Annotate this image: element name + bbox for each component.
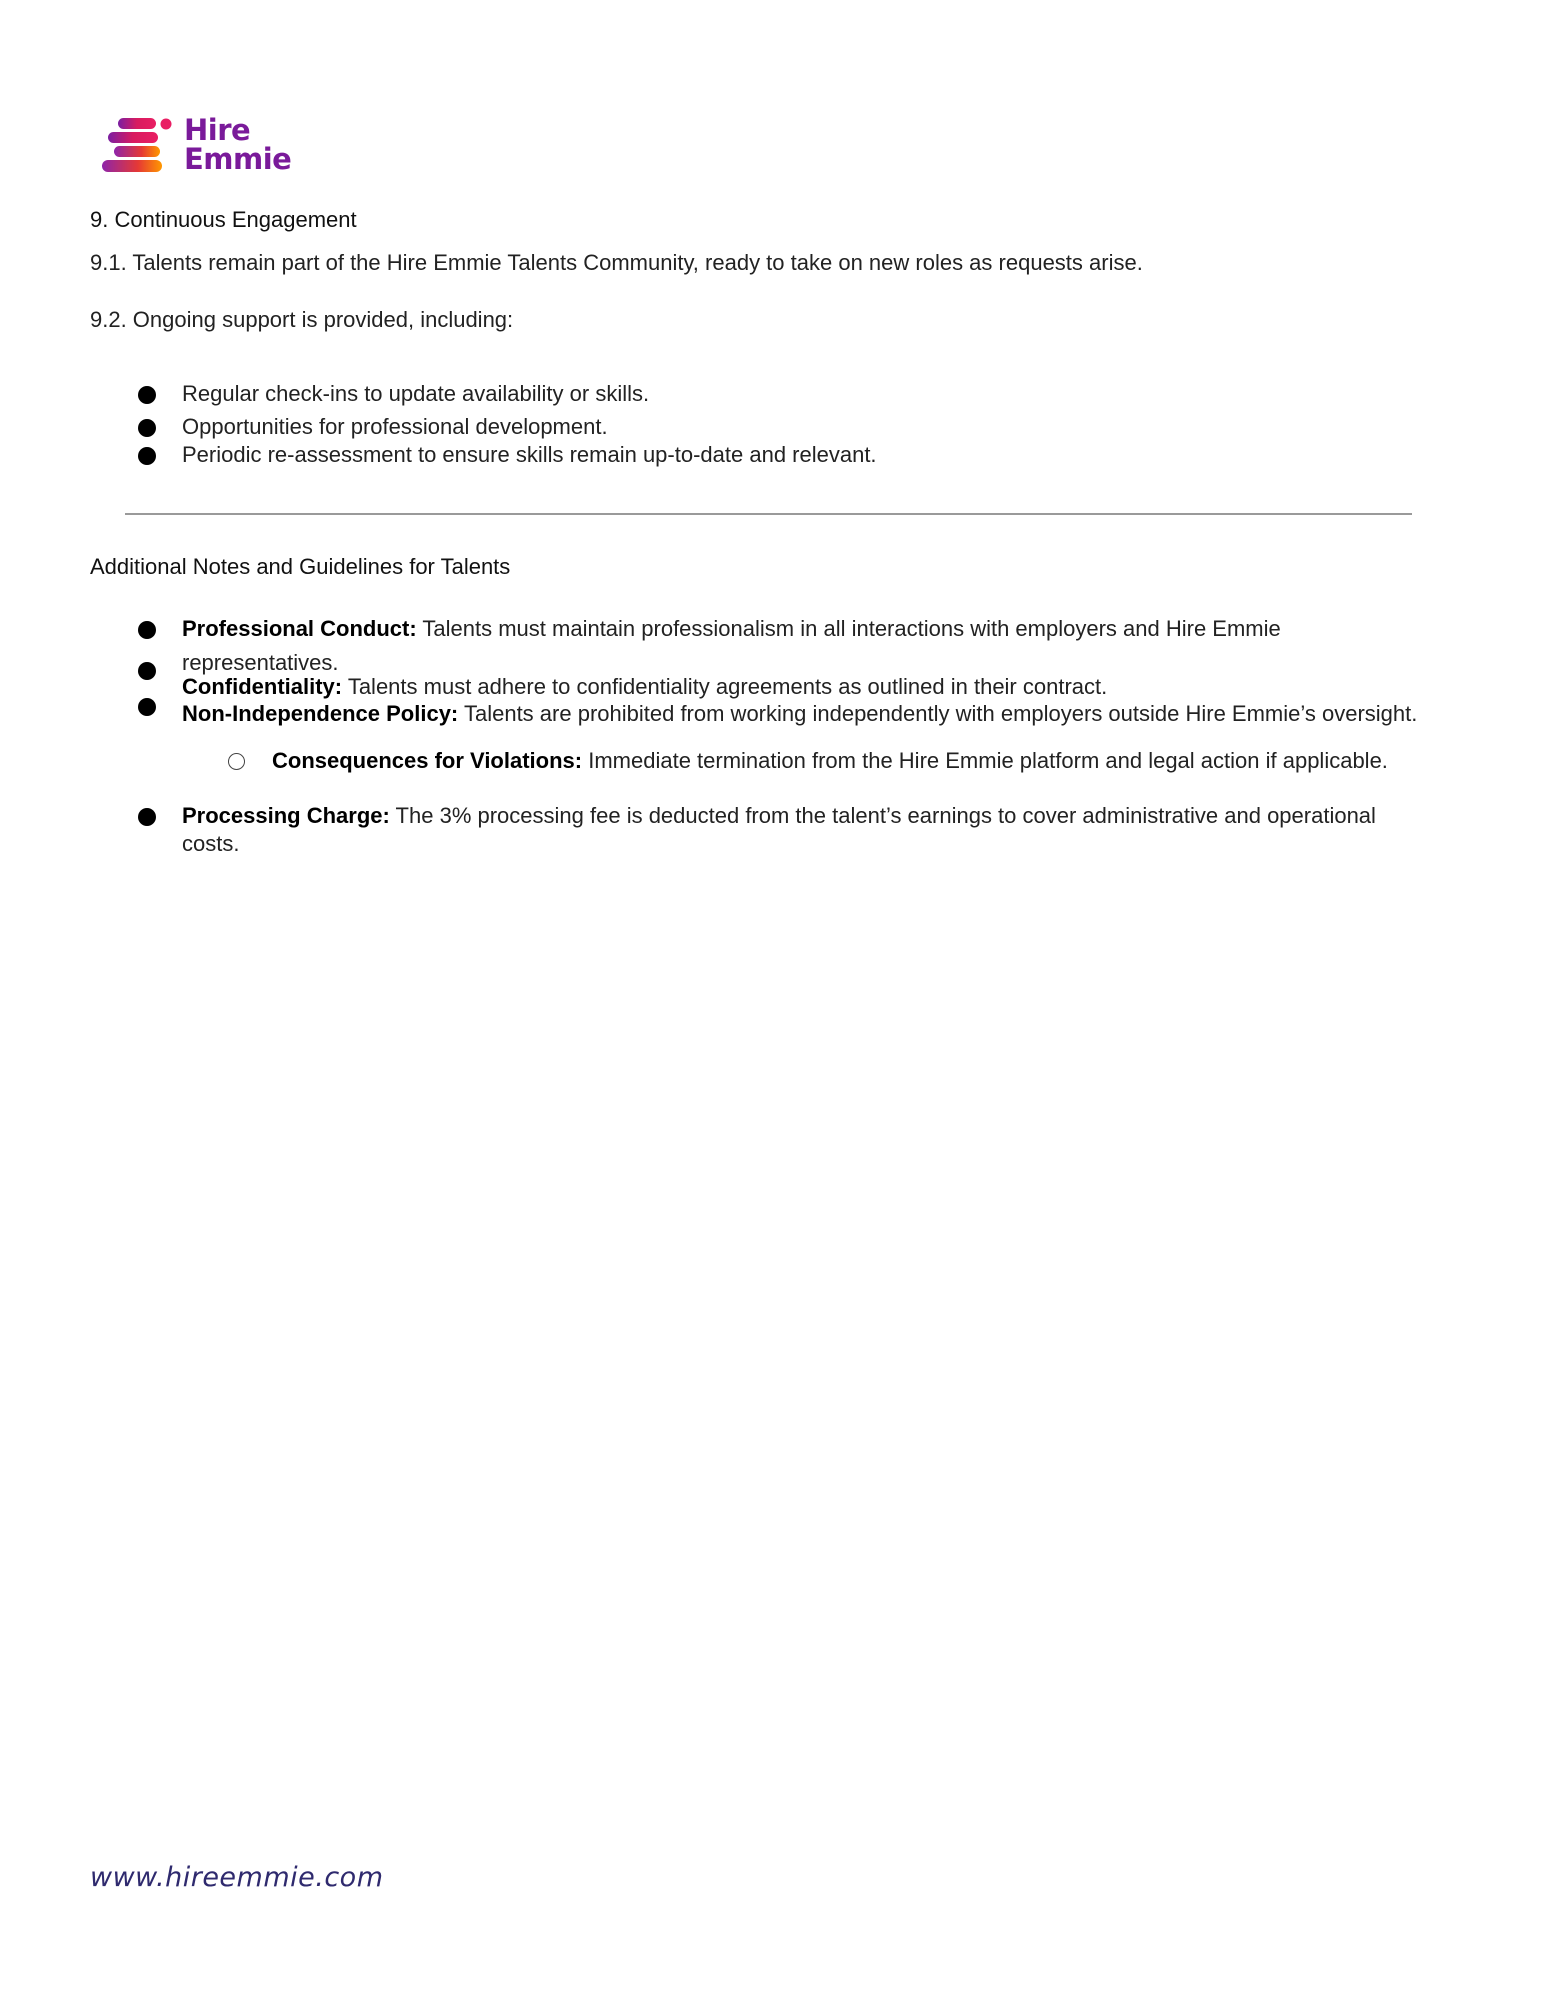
footer-website-link[interactable]: www.hireemmie.com <box>90 1862 384 1893</box>
term-description: Talents are prohibited from working independently with employers outside Hire Emmie’s oversight. <box>458 701 1418 726</box>
section-title-additional-notes: Additional Notes and Guidelines for Talents <box>90 554 511 579</box>
term-description: Talents must adhere to confidentiality agreements as outlined in their contract. <box>342 674 1108 699</box>
list-item <box>90 380 1420 408</box>
processing-list <box>90 802 1420 858</box>
list-item <box>90 674 1420 700</box>
list-item <box>90 612 1420 680</box>
list-item-text: Periodic re-assessment to ensure skills remain up-to-date and relevant. <box>182 442 877 467</box>
brand-wordmark <box>184 113 292 176</box>
bullet-icon <box>138 808 156 826</box>
section-title-continuous-engagement: 9. Continuous Engagement <box>90 207 357 232</box>
bullet-icon <box>138 698 156 716</box>
list-item-text: Regular check-ins to update availability or skills. <box>182 381 650 406</box>
term-description: The 3% processing fee is deducted from the talent’s earnings to cover administrative and operational costs. <box>182 803 1376 856</box>
brand-name-line1: Hire <box>184 113 251 147</box>
brand-logo <box>102 113 302 180</box>
term-description: Immediate termination from the Hire Emmie platform and legal action if applicable. <box>582 748 1388 773</box>
term-non-independence-policy: Non-Independence Policy: <box>182 701 459 726</box>
brand-mark-icon <box>102 116 174 176</box>
support-list <box>90 380 1420 469</box>
list-item <box>90 747 1420 775</box>
list-item-text: Opportunities for professional development. <box>182 414 608 439</box>
bullet-icon <box>138 419 156 437</box>
bullet-icon <box>138 621 156 639</box>
paragraph-9-2: 9.2. Ongoing support is provided, including: <box>90 307 514 332</box>
bullet-icon <box>138 447 156 465</box>
violations-sublist <box>90 747 1420 775</box>
list-item <box>90 802 1420 858</box>
term-consequences-for-violations: Consequences for Violations: <box>272 748 583 773</box>
term-description: Talents must maintain professionalism in all interactions with employers and Hire Emmie representatives. <box>182 616 1281 675</box>
list-item <box>90 441 1420 469</box>
term-confidentiality: Confidentiality: <box>182 674 343 699</box>
term-professional-conduct: Professional Conduct: <box>182 616 417 641</box>
brand-name-line2: Emmie <box>184 142 292 176</box>
list-item <box>90 413 1420 441</box>
guidelines-list <box>90 612 1420 728</box>
section-divider <box>125 513 1412 515</box>
bullet-icon <box>138 662 156 680</box>
term-processing-charge: Processing Charge: <box>182 803 390 828</box>
paragraph-9-1: 9.1. Talents remain part of the Hire Emmie Talents Community, ready to take on new roles as requests arise. <box>90 250 1143 275</box>
list-item <box>90 700 1420 728</box>
hollow-bullet-icon <box>228 753 245 770</box>
bullet-icon <box>138 386 156 404</box>
